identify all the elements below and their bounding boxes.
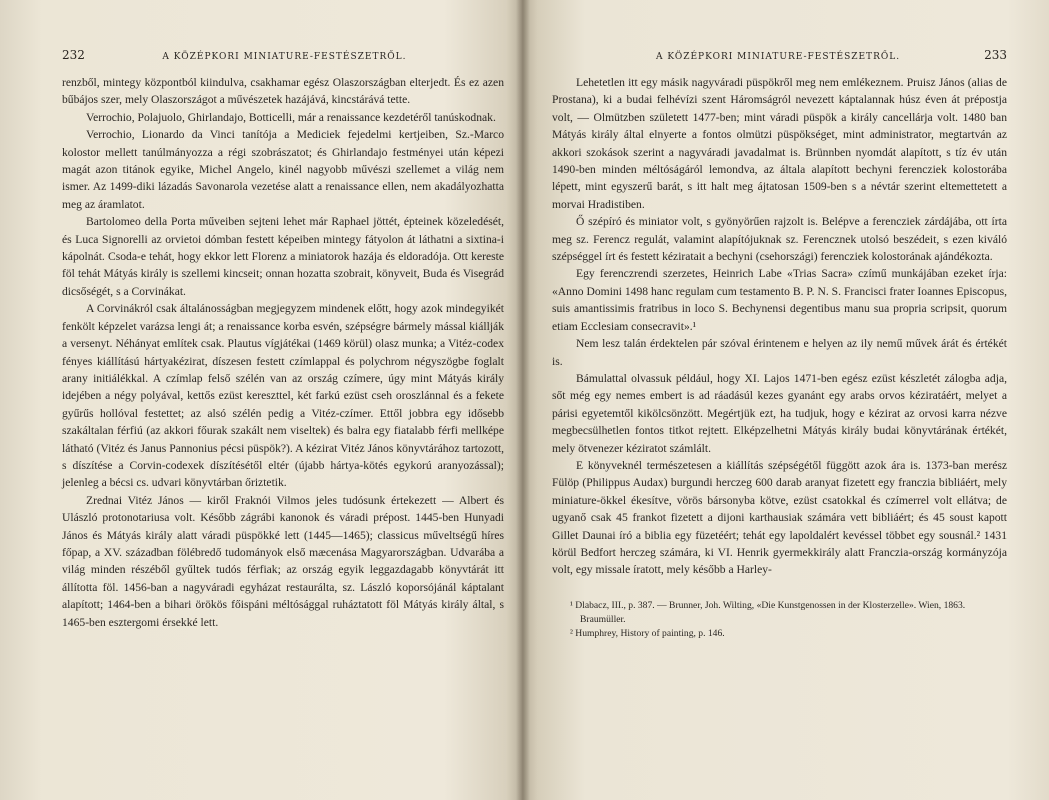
paragraph: Egy ferenczrendi szerzetes, Heinrich Labe «Trias Sacra» czímű munkájában ezeket írja: «Anno Domini 1498 hanc regulam cum testamento B. P. N. S. Francisci frater Ioannes Episcopus, suis amantissimis fratribus in loco S. Bechynensi degentibus manu sua propria scripsit, quorum etiam Ecclesiam consecravit».¹ bbox=[552, 267, 1007, 333]
left-running-head bbox=[62, 48, 504, 62]
footnote: ¹ Dlabacz, III., p. 387. — Brunner, Joh. Wilting, «Die Kunstgenossen in der Klosterzelle». Wien, 1863. Braumüller. bbox=[570, 599, 966, 625]
right-running-title: A KÖZÉPKORI MINIATURE-FESTÉSZETRŐL. bbox=[656, 52, 901, 62]
paragraph: Bámulattal olvassuk például, hogy XI. Lajos 1471-ben egész ezüst készletét zálogba adja, sőt még egy nemes embert is ad ráadásúl kezes gyanánt egy arabs orvos kéziratáért, melyet a párisi egyetemtől kikölcsönzött. Megértjük ezt, ha tudjuk, hogy e kézirat az orvosi karra nézve megbecsülhetlen fontos titkot rejtett. Elképzelhetni Mátyás király budai könyvtárának értékét, mely ötvenezer kéziratot számlált. bbox=[552, 371, 1007, 455]
right-page-number: 233 bbox=[984, 48, 1007, 62]
left-page-number: 232 bbox=[62, 48, 85, 62]
paragraph: Bartolomeo della Porta műveiben sejteni lehet már Raphael jöttét, épteinek közeledését, és Luca Signorelli az orvietoi dómban festett képeiben mintegy fátyolon át láthatni a sixtina-i kápolnát. Csoda-e tehát, hogy ekkor lett Florenz a miniatorok hazája és eldoradója. Ott kereste föl tehát Mátyás király is szellemi kincseit; onnan hozatta szobrait, könyveit, Buda és Visegrád dicsőségét, s a Corvinákat. bbox=[62, 215, 504, 298]
paragraph: Zrednai Vitéz János — kiről Fraknói Vilmos jeles tudósunk értekezett — Albert és Ulászló protonotariusa volt. Később zágrábi kanonok és váradi prépost. 1445-ben Hunyadi János és Mátyás király alatt váradi püspökké lett (1445—1465); classicus műveltségű híres főpap, a XV. században fölébredő tudományok első mæcenása Magyarországban. Udvarába a világ minden részéből gyűltek tudós férfiak; az ország egyik leggazdagabb könyvtárát itt állította föl. 1456-ban a nagyváradi egyházat restaurálta, sz. László koporsójánál káptalant alapított; 1464-ben a bihari örökös főispáni méltósággal ruháztatott föl Mátyás király által, s 1465-ben esztergomi érsekké lett. bbox=[62, 493, 504, 629]
paragraph: renzből, mintegy központból kiindulva, csakhamar egész Olaszországban elterjedt. És ez azen bűbájos szer, mely Olaszországot a művészetek hazájává, kincstárává tette. bbox=[62, 76, 504, 107]
right-running-head bbox=[552, 48, 1007, 62]
paragraph: Nem lesz talán érdektelen pár szóval érintenem e helyen az ily nemű művek árát és értékét is. bbox=[552, 337, 1007, 368]
footnote: ² Humphrey, History of painting, p. 146. bbox=[570, 627, 725, 639]
right-body-text bbox=[552, 74, 1007, 579]
paragraph: Verrochio, Lionardo da Vinci tanítója a Mediciek fejedelmi kertjeiben, Sz.-Marco kolostor mellett tanúlmányozza a régi szobrászatot; és Ghirlandajo festményei után képezi magát azon titánok egyike, Michel Angelo, kinél nagyobb művészi szellemet a világ nem ismer. Az 1499-diki lázadás Savonarola vezetése alatt a renaissance ellen, nem akadályozhatta meg az áramlatot. bbox=[62, 128, 504, 211]
left-page bbox=[0, 0, 522, 800]
right-page bbox=[522, 0, 1049, 800]
footnotes bbox=[552, 593, 1007, 641]
paragraph: E könyveknél természetesen a kiállítás szépségétől függött azok ára is. 1373-ban merész Fülöp (Philippus Audax) burgundi herczeg 600 darab aranyat fizetett egy franczia bibliáért, mely miniature-ökkel ékesítve, vörös bársonyba kötve, ezüst csatokkal és czímerrel volt ellátva; de ugyanő csak 45 frankot fizetett a dijoni karthausiak számára vett bibliáért; és 45 soust kapott Gillet Daunai író a biblia egy füzetéért; tehát egy lapoldalért kevéssel többet egy sousnál.² 1431 körül Bedfort herczeg számára, ki VI. Henrik gyermekkirály alatt Franczia-ország kormányzója volt, egy missale íratott, mely később a Harley- bbox=[552, 458, 1007, 577]
left-running-title: A KÖZÉPKORI MINIATURE-FESTÉSZETRŐL. bbox=[162, 52, 407, 62]
paragraph: Ő szépíró és miniator volt, s gyönyörűen rajzolt is. Belépve a ferencziek zárdájába, ott írta meg sz. Ferencz regulát, valamint alapítójuknak sz. Ferencznek utolsó beszédeit, s ezen kiváló szépséggel írt és festett kéziratait a bechyni (csehországi) ferencziek kolostorának ajándékozta. bbox=[552, 215, 1007, 264]
left-body-text bbox=[62, 74, 504, 631]
paragraph: A Corvinákról csak általánosságban megjegyzem mindenek előtt, hogy azok mindegyikét fenkölt képzelet varázsa lengi át; a renaissance korba esvén, szépségre bármely mással kiállják a versenyt. Néhányat említek csak. Plautus vígjátékai (1469 körül) olasz munka; a Vitéz-codex fényes kiállítású hártyakézirat, díszesen festett czímlappal és polychrom négyszögbe foglalt arany initiálékkal. A czímlap felső szélén van az ország czímere, úgy mint Mátyás király idejében a négy polyával, kettős ezüst kereszttel, két farkú ezüst cseh oroszlánnal és a fekete gyűrűs hollóval festettet; az alsó szélén pedig a Vitéz-czímer. Ettől jobbra egy idősebb szakáltalan férfiú (az akkori főurak szakált nem viseltek) és balra egy fiatalabb férfi mellképe látható (Vitéz és Janus Pannonius pécsi püspök?). A kézirat Vitéz János könyvtárához tartozott, s díszítése a Corvin-codexek díszítésétől eltér (újabb hártya-kötés egykorú aranyozással); jelenleg a bécsi cs. udvari könyvtárban őriztetik. bbox=[62, 302, 504, 490]
paragraph: Verrochio, Polajuolo, Ghirlandajo, Botticelli, már a renaissance kezdetéről tanúskodnak. bbox=[86, 110, 496, 124]
paragraph: Lehetetlen itt egy másik nagyváradi püspökről meg nem emlékeznem. Pruisz János (alias de Prostana), ki a budai felhévízi szent Háromságról nevezett káptalannak húsz éven át prépostja volt, — Olmützben született 1477-ben; mint váradi püspök a király cancellárja volt. 1480 ban Mátyás király által elnyerte a fontos olmützi püspökséget, mint administrator, megtartván az akkori szokások szerint a nagyváradi javadalmat is. Brünnben nyomdát alapított, s tíz év után 1490-ben minden méltóságáról lemondva, az általa alapított bechyni ferencziek kolostorába lépett, mint egyszerű barát, s itt halt meg ájtatosan 1509-ben s a névtár szerint eltemettetett a morvai Hradistiben. bbox=[552, 76, 1007, 211]
